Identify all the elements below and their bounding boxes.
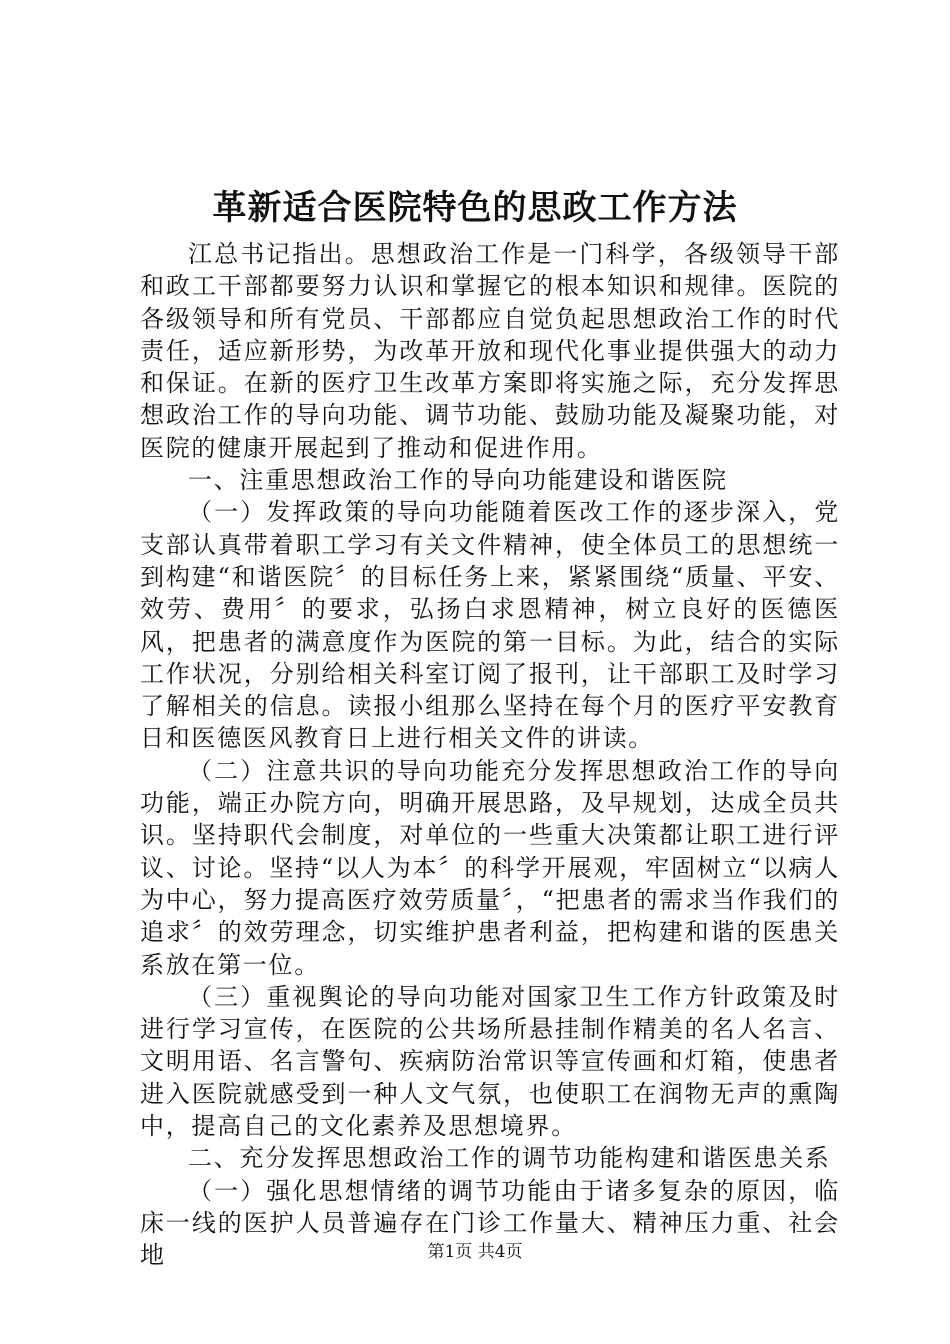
page-total: 共4页 bbox=[477, 1242, 523, 1262]
document-body bbox=[140, 238, 840, 1272]
paragraph-1-2: （二）注意共识的导向功能充分发挥思想政治工作的导向功能，端正办院方向，明确开展思路，及早规划，达成全员共识。坚持职代会制度，对单位的一些重大决策都让职工进行评议、讨论。坚持“以人为本〞的科学开展观，牢固树立“以病人为中心，努力提高医疗效劳质量〞，“把患者的需求当作我们的追求〞的效劳理念，切实维护患者利益，把构建和谐的医患关系放在第一位。 bbox=[140, 756, 840, 979]
paragraph-1-3: （三）重视舆论的导向功能对国家卫生工作方针政策及时进行学习宣传，在医院的公共场所悬挂制作精美的名人名言、文明用语、名言警句、疾病防治常识等宣传画和灯箱，使患者进入医院就感受到一种人文气氛，也使职工在润物无声的熏陶中，提高自己的文化素养及思想境界。 bbox=[140, 982, 840, 1141]
paragraph-intro: 江总书记指出。思想政治工作是一门科学，各级领导干部和政工干部都要努力认识和掌握它的根本知识和规律。医院的各级领导和所有党员、干部都应自觉负起思想政治工作的时代责任，适应新形势，为改革开放和现代化事业提供强大的动力和保证。在新的医疗卫生改革方案即将实施之际，充分发挥思想政治工作的导向功能、调节功能、鼓励功能及凝聚功能，对医院的健康开展起到了推动和促进作用。 bbox=[140, 240, 840, 462]
page-footer bbox=[0, 1240, 950, 1264]
section-heading-1: 一、注重思想政治工作的导向功能建设和谐医院 bbox=[188, 466, 728, 495]
paragraph-2-1: （一）强化思想情绪的调节功能由于诸多复杂的原因，临床一线的医护人员普遍存在门诊工作量大、精神压力重、社会地 bbox=[140, 1176, 840, 1270]
section-heading-2: 二、充分发挥思想政治工作的调节功能构建和谐医患关系 bbox=[188, 1144, 831, 1173]
paragraph-1-1: （一）发挥政策的导向功能随着医改工作的逐步深入，党支部认真带着职工学习有关文件精神，使全体员工的思想统一到构建“和谐医院〞的目标任务上来，紧紧围绕“质量、平安、效劳、费用〞的要求，弘扬白求恩精神，树立良好的医德医风，把患者的满意度作为医院的第一目标。为此，结合的实际工作状况，分别给相关科室订阅了报刊，让干部职工及时学习了解相关的信息。读报小组那么坚持在每个月的医疗平安教育日和医德医风教育日上进行相关文件的讲读。 bbox=[140, 498, 840, 753]
document-title: 革新适合医院特色的思政工作方法 bbox=[212, 188, 738, 228]
page-number: 第1页 bbox=[427, 1242, 473, 1262]
